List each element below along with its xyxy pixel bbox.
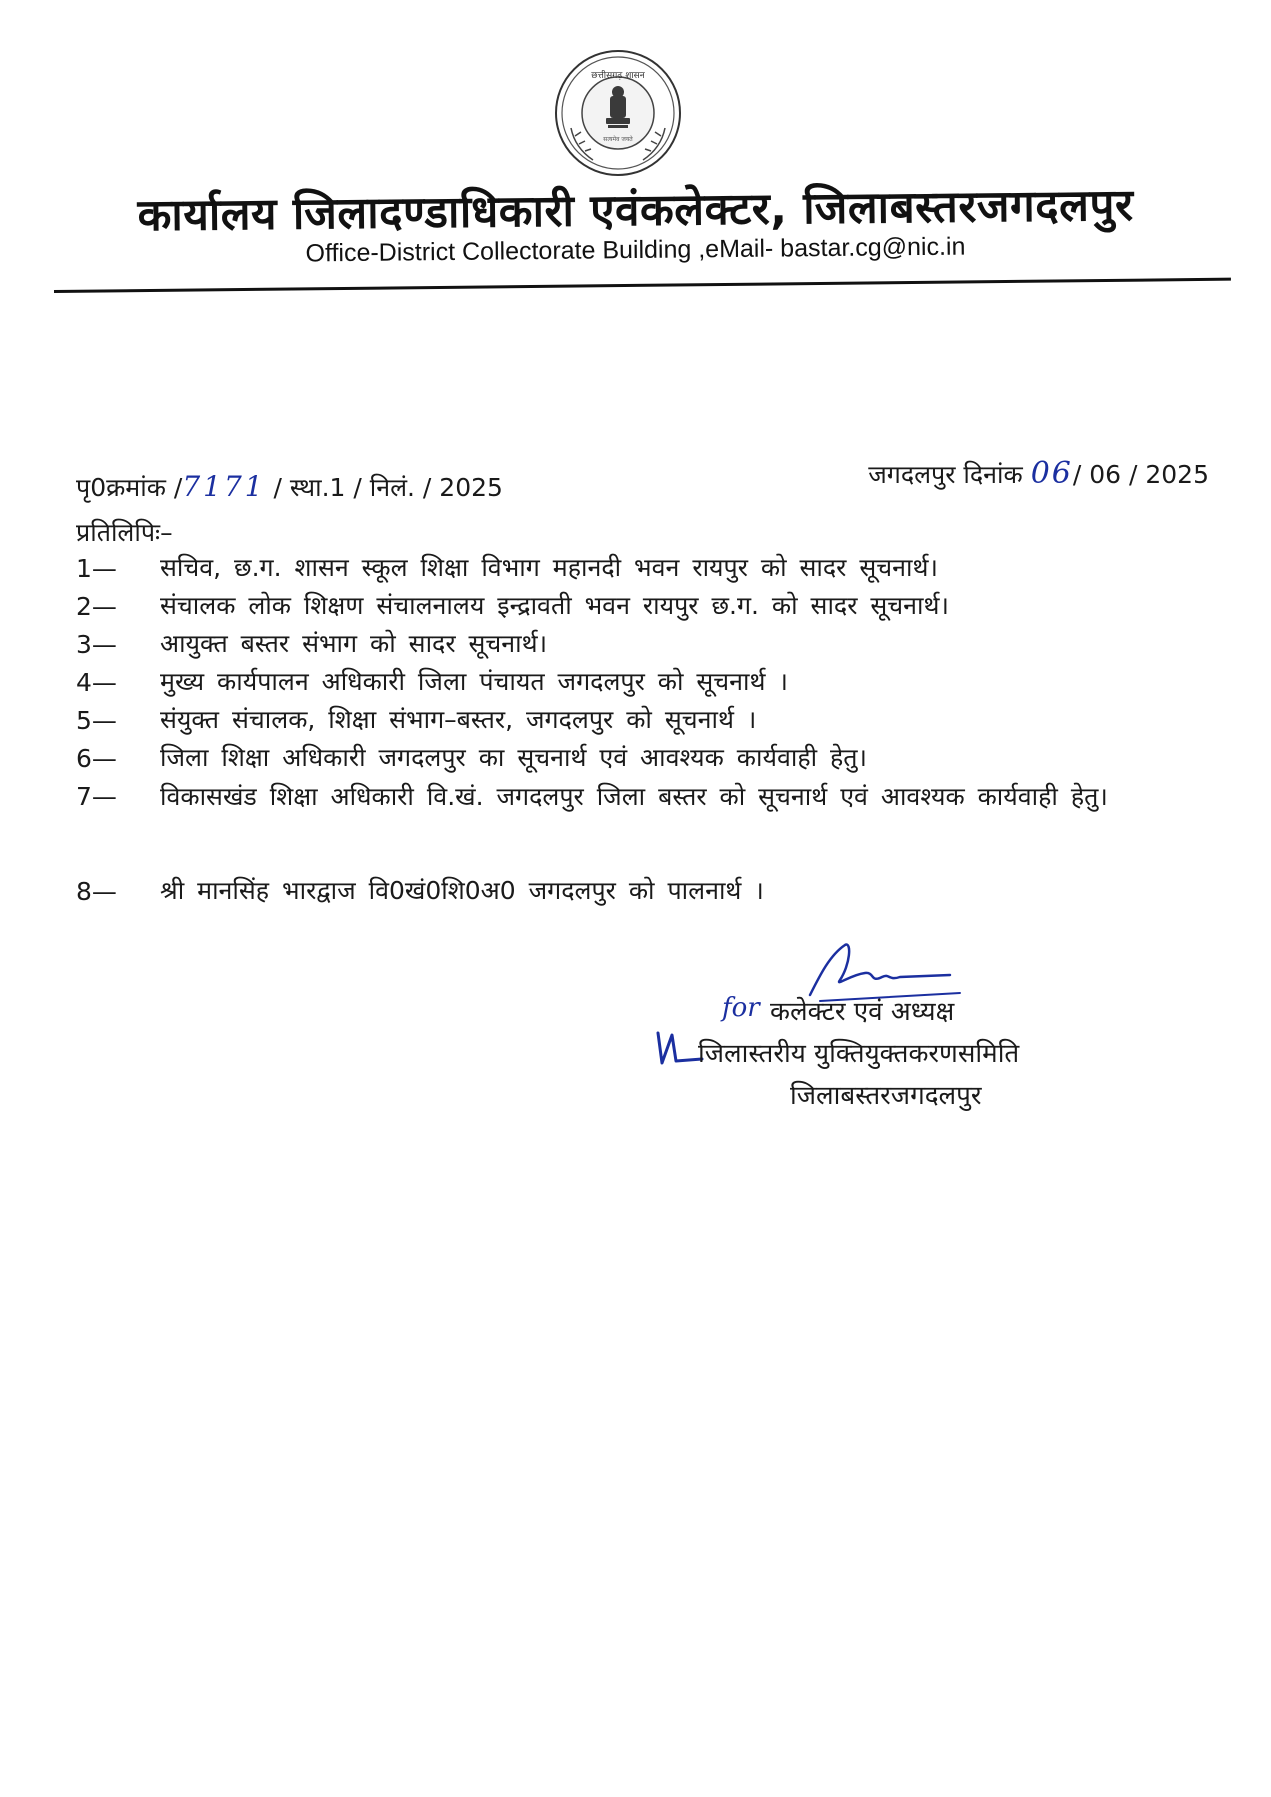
item-number: 4— (76, 668, 117, 697)
item-text: जिला शिक्षा अधिकारी जगदलपुर का सूचनार्थ एवं आवश्यक कार्यवाही हेतु। (160, 743, 868, 772)
reference-prefix: पृ0क्रमांक / (76, 473, 183, 502)
item-number: 5— (76, 706, 117, 735)
list-item (76, 624, 1231, 662)
signatory-designation: कलेक्टर एवं अध्यक्ष (770, 997, 955, 1027)
signatory-committee: जिलास्तरीय युक्तियुक्तकरणसमिति (698, 1039, 1020, 1069)
list-item (76, 776, 1231, 871)
reference-number (76, 470, 503, 504)
item-text: श्री मानसिंह भारद्वाज वि0खं0शि0अ0 जगदलपुर को पालनार्थ । (160, 876, 764, 905)
date-handwritten-day: 06 (1030, 456, 1073, 491)
item-text: संयुक्त संचालक, शिक्षा संभाग–बस्तर, जगदलपुर को सूचनार्थ । (160, 705, 757, 734)
reference-handwritten-number: 7171 (182, 470, 266, 503)
list-item (76, 700, 1231, 738)
signatory-district: जिलाबस्तरजगदलपुर (790, 1081, 982, 1111)
list-item (76, 586, 1231, 624)
item-number: 1— (76, 554, 117, 583)
emblem-text: छत्तीसगढ़ शासन (591, 71, 645, 81)
recipient-list (76, 548, 1231, 909)
item-text: संचालक लोक शिक्षण संचालनालय इन्द्रावती भवन रायपुर छ.ग. को सादर सूचनार्थ। (160, 591, 949, 620)
reference-suffix: / स्था.1 / निलं. / 2025 (265, 473, 503, 502)
list-item (76, 548, 1231, 586)
list-item (76, 738, 1231, 776)
list-item (76, 662, 1231, 700)
date-rest: / 06 / 2025 (1072, 460, 1209, 489)
item-text: मुख्य कार्यपालन अधिकारी जिला पंचायत जगदलपुर को सूचनार्थ । (160, 667, 788, 696)
office-title: कार्यालय जिलादण्डाधिकारी एवंकलेक्टर, जिलाबस्तरजगदलपुर (137, 179, 1134, 242)
signature-for-note: for (722, 993, 760, 1023)
item-text: विकासखंड शिक्षा अधिकारी वि.खं. जगदलपुर जिला बस्तर को सूचनार्थ एवं आवश्यक कार्यवाही हेतु। (160, 782, 1108, 811)
copy-to-label: प्रतिलिपिः– (76, 518, 173, 547)
item-text: सचिव, छ.ग. शासन स्कूल शिक्षा विभाग महानदी भवन रायपुर को सादर सूचनार्थ। (160, 553, 938, 582)
letter-date (868, 456, 1209, 491)
list-item (76, 871, 1231, 909)
date-prefix: जगदलपुर दिनांक (868, 460, 1023, 489)
office-address: Office-District Collectorate Building ,eMail- bastar.cg@nic.in (305, 232, 966, 268)
item-text: आयुक्त बस्तर संभाग को सादर सूचनार्थ। (160, 629, 548, 658)
item-number: 7— (76, 782, 117, 811)
government-emblem-icon (553, 48, 683, 178)
item-number: 2— (76, 592, 117, 621)
header-divider (54, 278, 1231, 293)
item-number: 6— (76, 744, 117, 773)
item-number: 8— (76, 877, 117, 906)
item-number: 3— (76, 630, 117, 659)
svg-text:सत्यमेव जयते: सत्यमेव जयते (603, 136, 633, 143)
